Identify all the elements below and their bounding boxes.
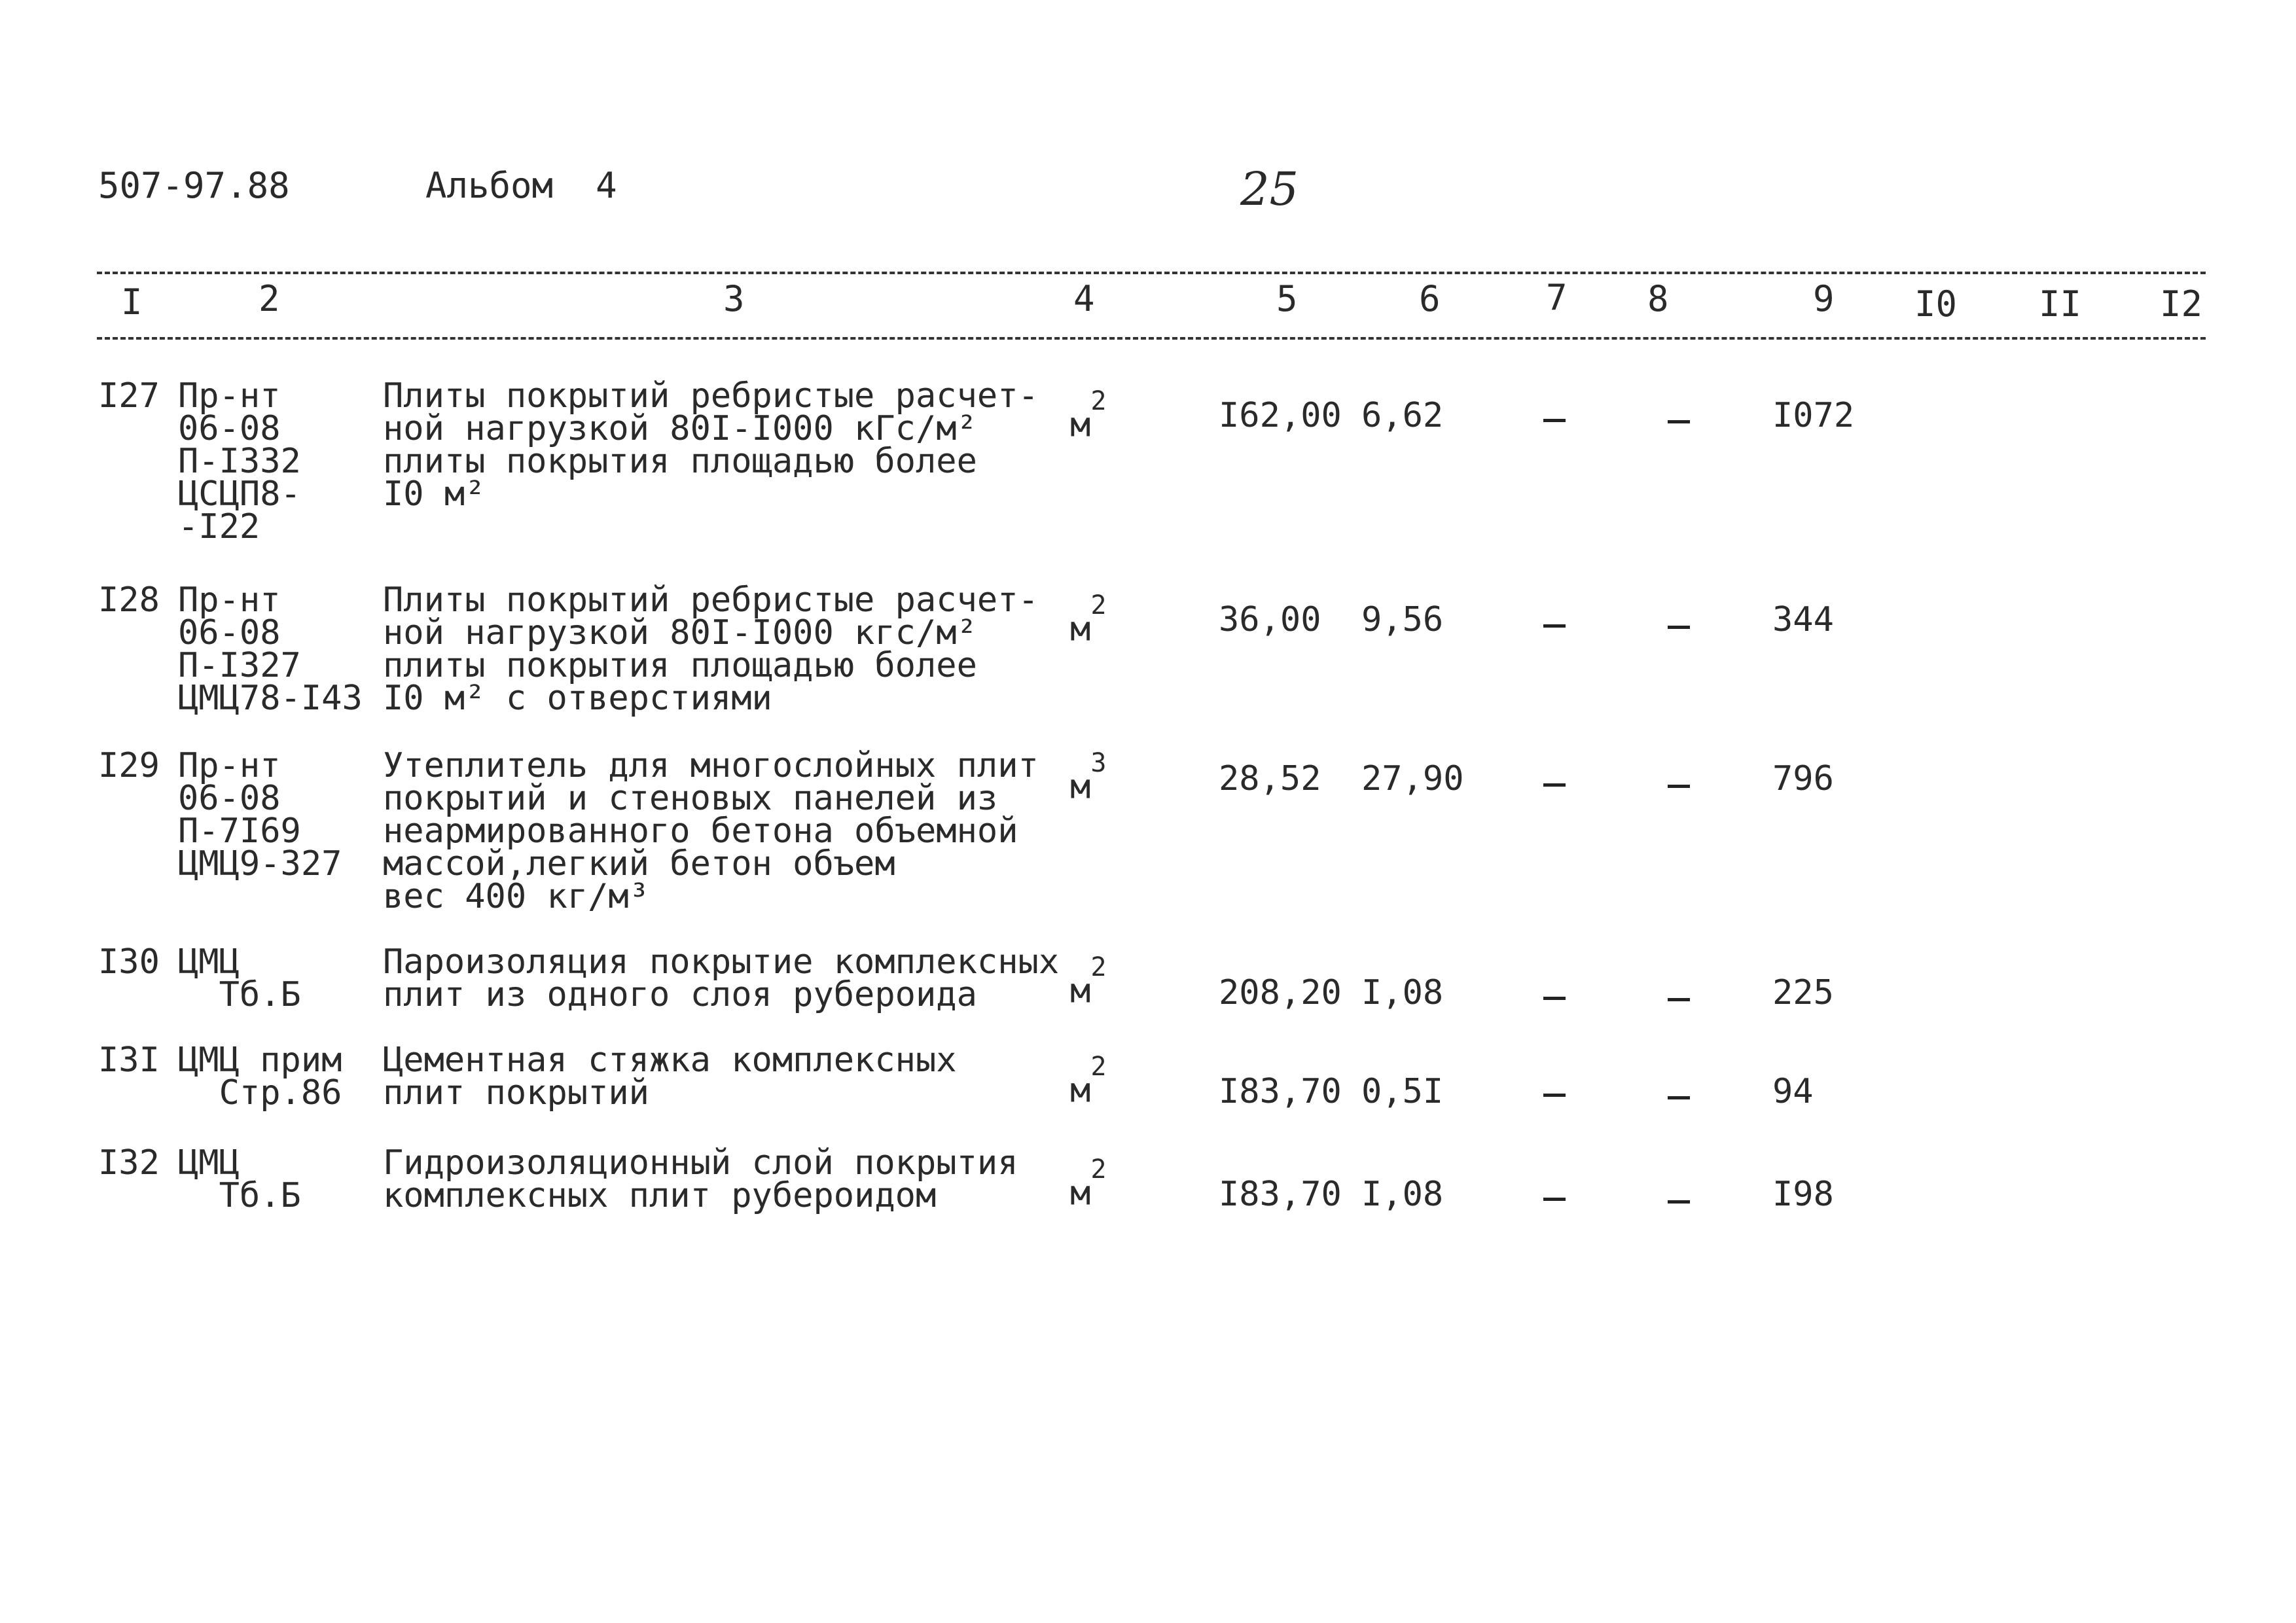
unit-power: 2 xyxy=(1090,1154,1107,1185)
row-col5-value: 208,20 xyxy=(1219,973,1342,1012)
row-col5-value: I83,70 xyxy=(1219,1175,1342,1214)
unit-symbol: м xyxy=(1070,1173,1091,1213)
row-code-line: П-I327 xyxy=(178,646,301,685)
row-description-line: плит из одного слоя рубероида xyxy=(383,975,977,1014)
row-col5-value: I62,00 xyxy=(1219,396,1342,435)
row-number: I28 xyxy=(98,580,160,620)
row-col9-value: I072 xyxy=(1772,396,1855,435)
unit-power: 2 xyxy=(1090,386,1107,416)
row-unit xyxy=(1070,952,1107,1011)
row-code-line: ЦСЦП8- xyxy=(178,474,301,514)
header-bottom-rule xyxy=(97,337,2206,340)
row-col6-value: I,08 xyxy=(1361,973,1444,1012)
row-description-line: Плиты покрытий ребристые расчет- xyxy=(383,580,1039,620)
row-code-line: 06-08 xyxy=(178,613,281,652)
column-header-5: 5 xyxy=(1276,278,1298,319)
row-description-line: Пароизоляция покрытие комплексных xyxy=(383,942,1060,982)
row-col9-value: 225 xyxy=(1772,973,1834,1012)
row-description-line: плиты покрытия площадью более xyxy=(383,646,977,685)
row-col5-value: I83,70 xyxy=(1219,1072,1342,1111)
row-col9-value: 344 xyxy=(1772,600,1834,639)
row-col9-value: I98 xyxy=(1772,1175,1834,1214)
column-header-8: 8 xyxy=(1647,278,1669,319)
row-code-line: Тб.Б xyxy=(178,975,301,1014)
row-description-line: вес 400 кг/м³ xyxy=(383,877,649,916)
row-number: I29 xyxy=(98,746,160,785)
row-description-line: неармированного бетона объемной xyxy=(383,812,1018,851)
row-code-line: 06-08 xyxy=(178,779,281,818)
row-col8-value xyxy=(1668,1079,1688,1112)
row-col7-value xyxy=(1543,766,1564,799)
row-number: I30 xyxy=(98,942,160,982)
row-col8-value xyxy=(1668,403,1688,436)
column-header-1: I xyxy=(121,281,143,323)
row-description-line: Плиты покрытий ребристые расчет- xyxy=(383,376,1039,416)
row-description-line: плиты покрытия площадью более xyxy=(383,442,977,481)
row-number: I3I xyxy=(98,1041,160,1080)
row-description-line: I0 м² xyxy=(383,474,486,514)
unit-power: 3 xyxy=(1090,748,1107,778)
row-col6-value: 27,90 xyxy=(1361,759,1464,798)
column-header-6: 6 xyxy=(1419,278,1441,319)
unit-power: 2 xyxy=(1090,1052,1107,1082)
unit-symbol: м xyxy=(1070,609,1091,649)
row-code-line: Тб.Б xyxy=(178,1176,301,1215)
row-code-line: ЦМЦ xyxy=(178,942,240,982)
row-description-line: комплексных плит рубероидом xyxy=(383,1176,937,1215)
row-code-line: Пр-нт xyxy=(178,580,281,620)
row-number: I32 xyxy=(98,1143,160,1183)
row-col8-value xyxy=(1668,768,1688,800)
unit-power: 2 xyxy=(1090,952,1107,982)
row-description-line: массой,легкий бетон объем xyxy=(383,844,895,883)
row-col9-value: 796 xyxy=(1772,759,1834,798)
row-code-line: П-7I69 xyxy=(178,812,301,851)
row-code-line: П-I332 xyxy=(178,442,301,481)
column-header-12: I2 xyxy=(2160,283,2203,325)
row-col6-value: 0,5I xyxy=(1361,1072,1444,1111)
row-description-line: I0 м² с отверстиями xyxy=(383,679,772,718)
row-description-line: ной нагрузкой 80I-I000 кгс/м² xyxy=(383,613,977,652)
column-header-7: 7 xyxy=(1546,277,1568,318)
unit-symbol: м xyxy=(1070,1071,1091,1111)
row-code-line: Стр.86 xyxy=(178,1073,342,1113)
row-col6-value: 9,56 xyxy=(1361,600,1444,639)
page-number: 25 xyxy=(1240,162,1299,216)
album-label: Альбом 4 xyxy=(425,165,617,206)
row-col5-value: 36,00 xyxy=(1219,600,1321,639)
row-col9-value: 94 xyxy=(1772,1072,1814,1111)
row-code-line: ЦМЦ9-327 xyxy=(178,844,342,883)
column-header-10: I0 xyxy=(1914,283,1958,325)
row-col5-value: 28,52 xyxy=(1219,759,1321,798)
row-col7-value xyxy=(1543,1077,1564,1109)
row-col6-value: 6,62 xyxy=(1361,396,1444,435)
row-unit xyxy=(1070,386,1107,445)
row-col8-value xyxy=(1668,981,1688,1014)
row-col6-value: I,08 xyxy=(1361,1175,1444,1214)
row-code-line: Пр-нт xyxy=(178,376,281,416)
row-number: I27 xyxy=(98,376,160,416)
unit-symbol: м xyxy=(1070,405,1091,445)
unit-power: 2 xyxy=(1090,590,1107,620)
row-description-line: покрытий и стеновых панелей из xyxy=(383,779,998,818)
column-header-4: 4 xyxy=(1073,278,1095,319)
row-description-line: Утеплитель для многослойных плит xyxy=(383,746,1039,785)
row-description-line: ной нагрузкой 80I-I000 кГс/м² xyxy=(383,409,977,448)
row-col7-value xyxy=(1543,402,1564,435)
row-unit xyxy=(1070,1154,1107,1213)
row-code-line: 06-08 xyxy=(178,409,281,448)
unit-symbol: м xyxy=(1070,971,1091,1011)
row-col7-value xyxy=(1543,980,1564,1012)
row-code-line: ЦМЦ прим xyxy=(178,1041,342,1080)
row-col7-value xyxy=(1543,607,1564,640)
row-code-line: ЦМЦ xyxy=(178,1143,240,1183)
row-col8-value xyxy=(1668,609,1688,641)
row-code-line: -I22 xyxy=(178,507,260,546)
column-header-3: 3 xyxy=(723,278,745,319)
row-description-line: Гидроизоляционный слой покрытия xyxy=(383,1143,1018,1183)
header-top-rule xyxy=(97,272,2206,274)
column-header-2: 2 xyxy=(259,278,280,319)
row-unit xyxy=(1070,590,1107,649)
row-unit xyxy=(1070,748,1107,807)
row-code-line: Пр-нт xyxy=(178,746,281,785)
column-header-9: 9 xyxy=(1813,278,1835,319)
row-col7-value xyxy=(1543,1181,1564,1213)
row-description-line: плит покрытий xyxy=(383,1073,649,1113)
row-code-line: ЦМЦ78-I43 xyxy=(178,679,363,718)
unit-symbol: м xyxy=(1070,767,1091,807)
row-description-line: Цементная стяжка комплексных xyxy=(383,1041,957,1080)
row-unit xyxy=(1070,1052,1107,1111)
column-header-11: II xyxy=(2039,283,2082,325)
row-col8-value xyxy=(1668,1183,1688,1216)
document-code: 507-97.88 xyxy=(98,165,290,206)
